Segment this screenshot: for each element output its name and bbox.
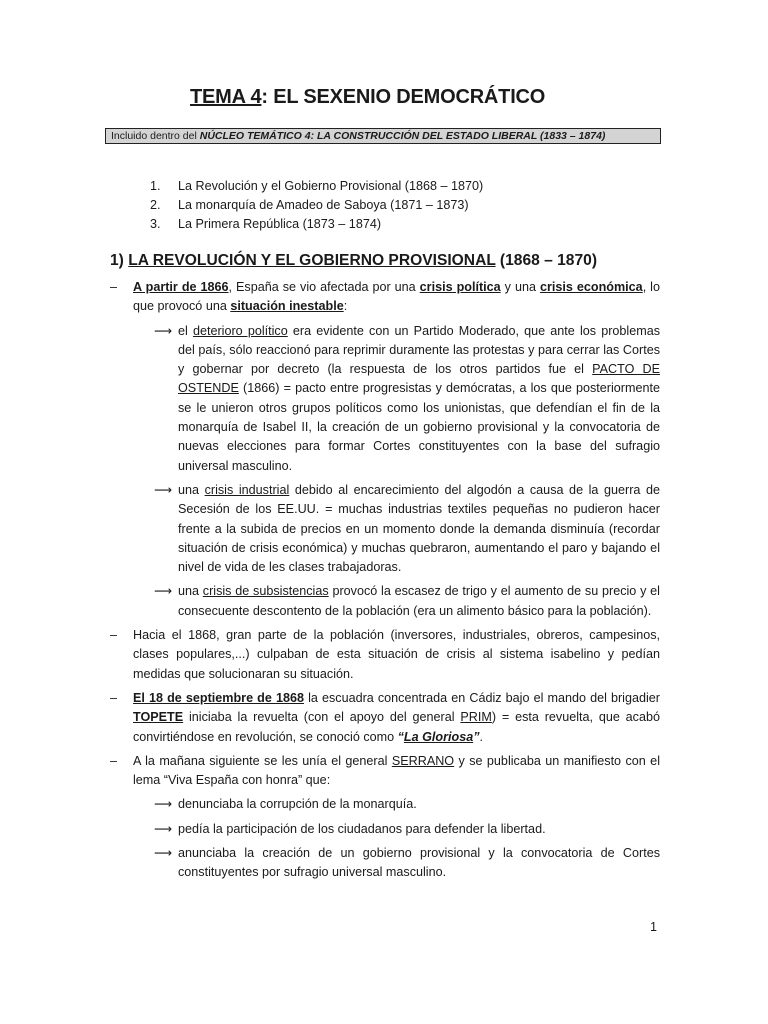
key-term: PRIM [460,710,492,725]
key-term: La Gloriosa [403,729,474,744]
key-term: crisis de subsistencias [202,584,329,599]
paragraph-text: , España se vio afectada por una [228,280,420,294]
open-quote: “ [397,729,404,744]
toc-item-text: La monarquía de Amadeo de Saboya (1871 – 1873) [178,198,469,212]
arrow-subitem [110,844,660,883]
context-banner [105,128,661,144]
section-years: (1868 – 1870) [495,252,598,269]
paragraph-text: Hacia el 1868, gran parte de la población (inversores, industriales, obreros, campesinos, clases populares,...) culpaban de esta situación de crisis al sistema isabelino y pedían medidas que solucionaran su situación. [133,628,660,681]
arrow-subitem [110,582,660,621]
subitem-text: (1866) = pacto entre progresistas y demócratas, a los que posteriormente se le unieron otros grupos políticos como los unionistas, que defendían el fin de la monarquía de Isabel II, la creación de un gobierno provisional y la convocatoria de nuevas elecciones para formar Cortes constituyentes con la base del sufragio universal masculino. [178,381,660,473]
paragraph-text: y una [500,280,540,294]
section-title: LA REVOLUCIÓN Y EL GOBIERNO PROVISIONAL [128,252,496,269]
table-of-contents [150,177,483,234]
toc-item-text: La Revolución y el Gobierno Provisional (1868 – 1870) [178,179,484,193]
key-term: situación inestable [230,299,344,314]
key-term: SERRANO [391,753,455,768]
date-highlight: A partir de 1866 [133,280,229,294]
dash-bullet-icon: – [110,628,118,643]
section-heading [110,252,597,270]
paragraph-text: . [479,729,484,744]
bullet-paragraph [110,752,660,791]
toc-item-text: La Primera República (1873 – 1874) [178,217,382,231]
bullet-paragraph [110,689,660,747]
right-arrow-icon: ⟶ [154,482,173,497]
arrow-subitem [110,322,660,476]
page-title [190,86,545,109]
section-body [110,278,660,888]
dash-bullet-icon: – [110,753,118,768]
dash-bullet-icon: – [110,280,118,294]
right-arrow-icon: ⟶ [154,846,173,861]
key-term: TOPETE [133,710,184,725]
banner-core-theme: NÚCLEO TEMÁTICO 4: LA CONSTRUCCIÓN DEL ESTADO LIBERAL (1833 – 1874) [199,130,606,142]
dash-bullet-icon: – [110,690,118,705]
toc-item [150,196,483,215]
paragraph-text: iniciaba la revuelta (con el apoyo del general [183,710,461,725]
subitem-text: el [178,323,193,338]
right-arrow-icon: ⟶ [154,797,173,812]
title-topic-name: : EL SEXENIO DEMOCRÁTICO [261,86,546,108]
paragraph-text: ) = esta revuelta, que acabó convirtiéndose en revolución, se conoció como [133,710,660,744]
subitem-text: una [178,482,205,497]
subitem-text: una [178,584,203,599]
subitem-text: provocó la escasez de trigo y el aumento de su precio y el consecuente descontento de la población (era un alimento básico para la población). [178,584,660,618]
toc-item-number: 1. [150,179,161,193]
subitem-text: era evidente con un Partido Moderado, que ante los problemas del país, sólo reaccionó para reprimir duramente las protestas y para cerrar las Cortes y gobernar por decreto (la respuesta de los otros partidos fue el [178,323,661,377]
bullet-paragraph [110,278,660,317]
right-arrow-icon: ⟶ [154,323,173,338]
paragraph-text: y se publicaba un manifiesto con el lema “Viva España con honra” que: [133,753,660,788]
date-highlight: El 18 de septiembre de 1868 [133,690,304,705]
section-number: 1) [110,252,129,269]
arrow-subitem [110,820,660,839]
toc-item-number: 3. [150,217,161,231]
close-quote: ” [473,729,480,744]
toc-item-number: 2. [150,198,161,212]
key-term: crisis industrial [204,482,290,497]
toc-item [150,177,483,196]
toc-item [150,215,483,234]
subitem-text: anunciaba la creación de un gobierno provisional y la convocatoria de Cortes constituyentes por sufragio universal masculino. [178,846,660,880]
page-number: 1 [650,920,658,934]
banner-prefix: Incluido dentro del [111,130,200,142]
subitem-text: pedía la participación de los ciudadanos para defender la libertad. [178,821,546,836]
subitem-text: denunciaba la corrupción de la monarquía. [178,797,417,812]
right-arrow-icon: ⟶ [154,821,173,836]
key-term: deterioro político [192,323,288,338]
subitem-text: debido al encarecimiento del algodón a causa de la guerra de Secesión de los EE.UU. = muchas industrias textiles pequeñas no pudieron hacer frente a la subida de precios en un momento donde la demanda disminuía (recordar situación de crisis económica) y muchas quebraron, aumentando el paro y bajando el nivel de vida de les clases trabajadoras. [178,482,660,575]
title-topic-number: TEMA 4 [190,86,262,108]
paragraph-text: la escuadra concentrada en Cádiz bajo el mando del brigadier [303,690,660,705]
key-term: PACTO DE OSTENDE [178,362,660,396]
arrow-subitem [110,795,660,814]
key-term: crisis económica [539,280,643,294]
right-arrow-icon: ⟶ [154,584,173,599]
paragraph-text: : [343,299,348,314]
key-term: crisis política [419,280,501,294]
paragraph-text: , lo que provocó una [133,280,660,314]
bullet-paragraph [110,626,660,684]
paragraph-text: A la mañana siguiente se les unía el general [133,753,392,768]
arrow-subitem [110,481,660,577]
